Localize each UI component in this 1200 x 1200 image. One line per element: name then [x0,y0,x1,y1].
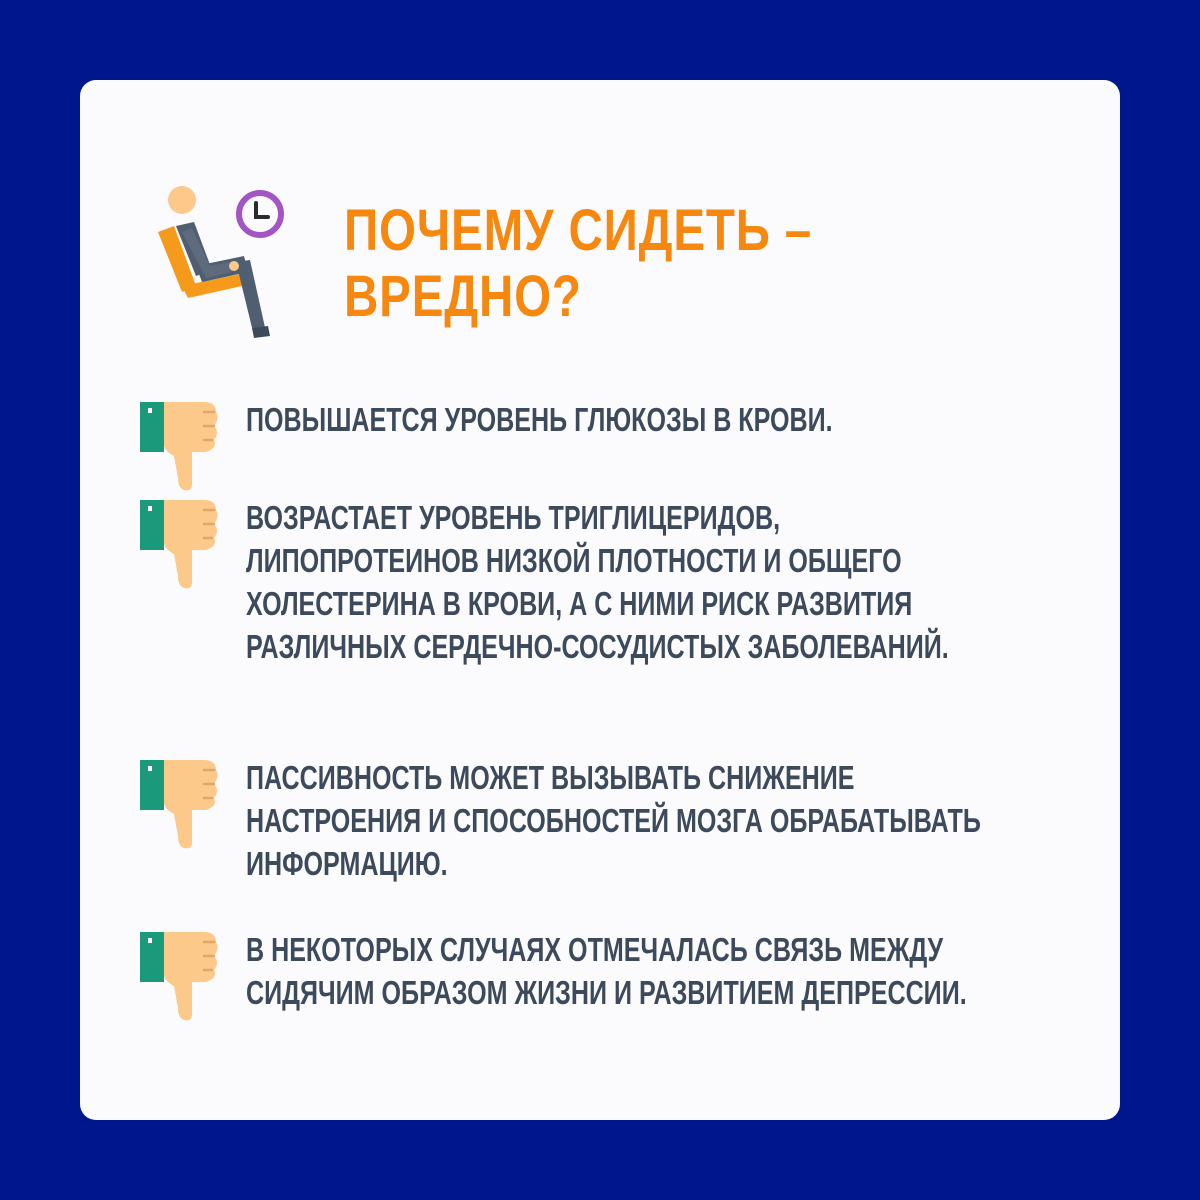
title-line-2: ВРЕДНО? [344,264,582,329]
page-title [344,198,918,330]
thumbs-down-icon [134,928,226,1038]
item-text: В НЕКОТОРЫХ СЛУЧАЯХ ОТМЕЧАЛАСЬ СВЯЗЬ МЕЖДУ СИДЯЧИМ ОБРАЗОМ ЖИЗНИ И РАЗВИТИЕМ ДЕПРЕССИИ. [246,931,967,1011]
item-text: ПАССИВНОСТЬ МОЖЕТ ВЫЗЫВАТЬ СНИЖЕНИЕ НАСТРОЕНИЯ И СПОСОБНОСТЕЙ МОЗГА ОБРАБАТЫВАТЬ ИНФОРМАЦИЮ. [246,759,981,882]
item-text: ПОВЫШАЕТСЯ УРОВЕНЬ ГЛЮКОЗЫ В КРОВИ. [246,401,833,438]
thumbs-down-icon [134,496,226,606]
item-text: ВОЗРАСТАЕТ УРОВЕНЬ ТРИГЛИЦЕРИДОВ, ЛИПОПРОТЕИНОВ НИЗКОЙ ПЛОТНОСТИ И ОБЩЕГО ХОЛЕСТЕРИНА В КРОВИ, А С НИМИ РИСК РАЗВИТИЯ РАЗЛИЧНЫХ СЕРДЕЧНО-СОСУДИСТЫХ ЗАБОЛЕВАНИЙ. [246,499,949,665]
info-card [80,80,1120,1120]
thumbs-down-icon [134,756,226,866]
thumbs-down-icon [134,398,226,508]
person-sitting-clock-icon [156,182,296,342]
title-line-1: ПОЧЕМУ СИДЕТЬ – [344,198,813,263]
